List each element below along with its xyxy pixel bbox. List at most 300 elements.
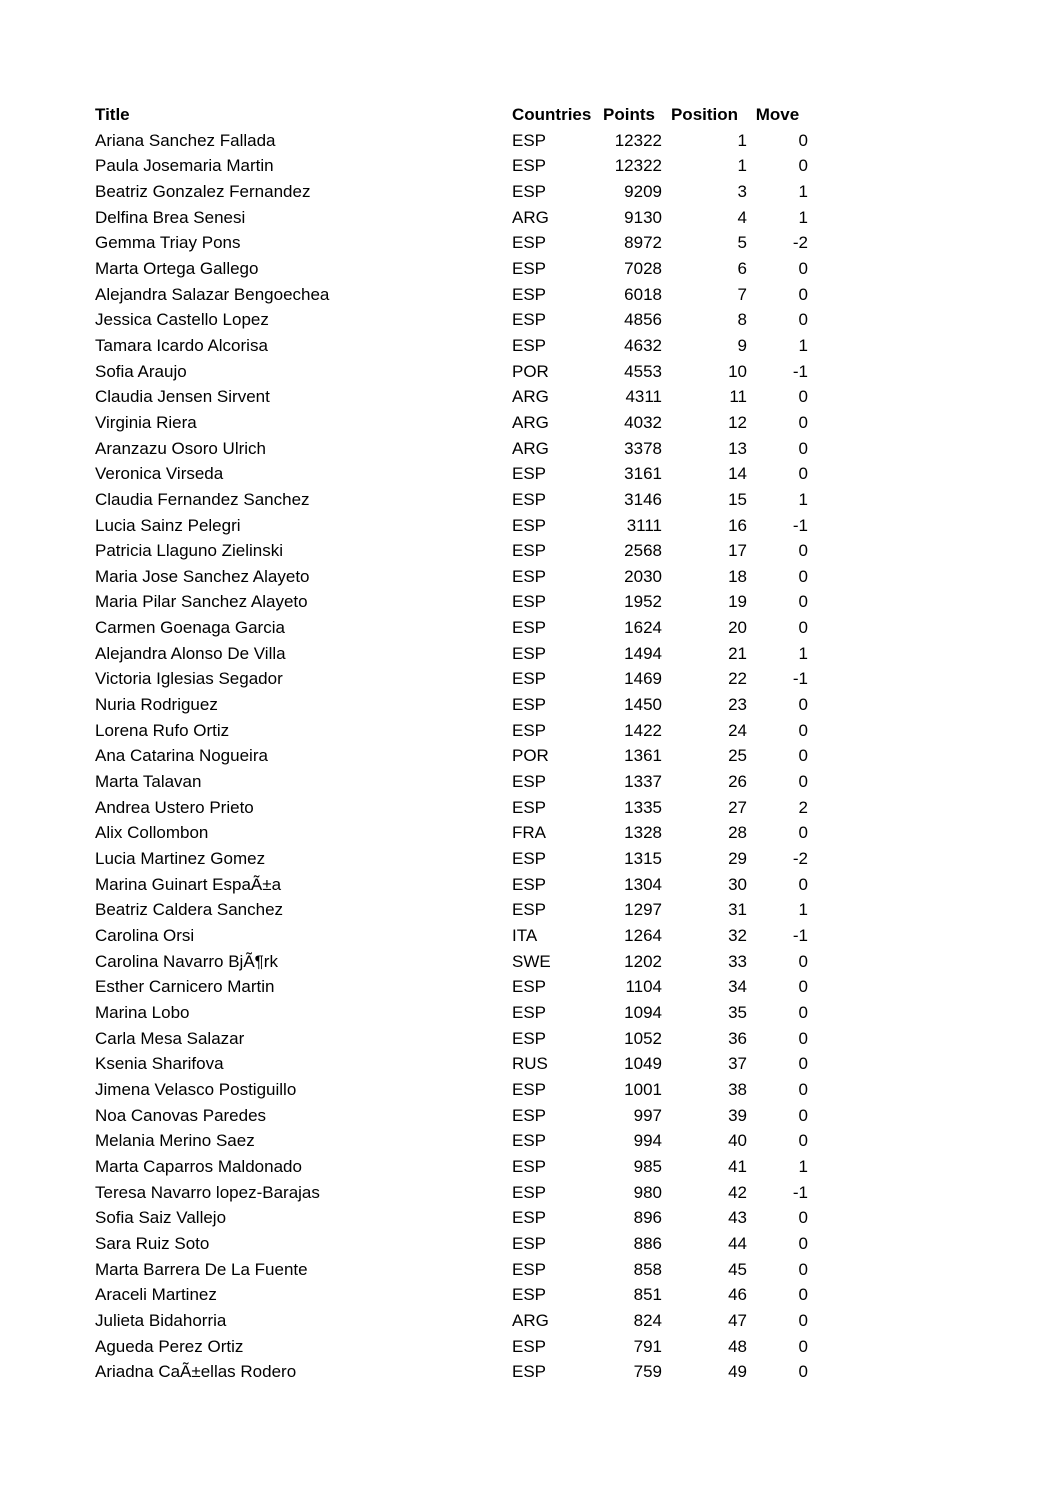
cell-countries: ESP bbox=[512, 258, 547, 278]
cell-move: 1 bbox=[798, 207, 808, 227]
table-row bbox=[95, 641, 808, 667]
ranking-table-body bbox=[95, 128, 808, 1385]
cell-title: Ariana Sanchez Fallada bbox=[95, 130, 276, 150]
table-row bbox=[95, 1308, 808, 1334]
cell-points: 1304 bbox=[624, 874, 662, 894]
cell-points: 886 bbox=[633, 1233, 662, 1253]
table-row bbox=[95, 1180, 808, 1206]
cell-move: 2 bbox=[798, 797, 808, 817]
table-row bbox=[95, 1026, 808, 1052]
cell-position: 11 bbox=[729, 387, 747, 407]
table-row bbox=[95, 1334, 808, 1360]
cell-move: 0 bbox=[798, 284, 808, 304]
table-row bbox=[95, 461, 808, 487]
cell-move: 0 bbox=[798, 1310, 808, 1330]
cell-move: 0 bbox=[798, 874, 808, 894]
cell-move: 0 bbox=[798, 951, 808, 971]
cell-position: 23 bbox=[728, 695, 747, 715]
cell-points: 858 bbox=[633, 1259, 662, 1279]
cell-countries: ESP bbox=[512, 695, 547, 715]
cell-move: 1 bbox=[798, 900, 808, 920]
cell-title: Maria Pilar Sanchez Alayeto bbox=[95, 592, 308, 612]
table-row bbox=[95, 846, 808, 872]
cell-countries: POR bbox=[512, 746, 549, 766]
cell-countries: ESP bbox=[512, 489, 547, 509]
cell-title: Marta Ortega Gallego bbox=[95, 258, 259, 278]
cell-position: 27 bbox=[728, 797, 747, 817]
cell-countries: ESP bbox=[512, 233, 547, 253]
column-header-countries: Countries bbox=[512, 105, 592, 124]
cell-position: 26 bbox=[728, 772, 747, 792]
cell-points: 4553 bbox=[624, 361, 662, 381]
cell-points: 1469 bbox=[624, 669, 662, 689]
cell-position: 39 bbox=[728, 1105, 747, 1125]
cell-move: 0 bbox=[798, 1285, 808, 1305]
cell-move: 0 bbox=[798, 130, 808, 150]
cell-points: 12322 bbox=[614, 156, 662, 176]
table-row bbox=[95, 718, 808, 744]
cell-countries: ESP bbox=[512, 1079, 547, 1099]
cell-position: 14 bbox=[728, 464, 747, 484]
table-row bbox=[95, 897, 808, 923]
table-row bbox=[95, 949, 808, 975]
cell-countries: ARG bbox=[512, 1310, 549, 1330]
cell-points: 1328 bbox=[624, 823, 662, 843]
cell-move: 0 bbox=[798, 438, 808, 458]
cell-title: Ksenia Sharifova bbox=[95, 1054, 224, 1074]
table-row bbox=[95, 153, 808, 179]
cell-move: 0 bbox=[798, 1105, 808, 1125]
column-header-title: Title bbox=[95, 105, 130, 124]
cell-move: 0 bbox=[798, 387, 808, 407]
cell-position: 6 bbox=[737, 258, 747, 278]
cell-points: 896 bbox=[633, 1208, 662, 1228]
cell-countries: ESP bbox=[512, 720, 547, 740]
cell-countries: ESP bbox=[512, 310, 547, 330]
cell-title: Jimena Velasco Postiguillo bbox=[95, 1079, 297, 1099]
cell-points: 997 bbox=[633, 1105, 662, 1125]
cell-countries: ITA bbox=[512, 926, 538, 945]
table-row bbox=[95, 282, 808, 308]
cell-position: 32 bbox=[728, 926, 747, 945]
cell-points: 759 bbox=[633, 1362, 662, 1382]
cell-points: 791 bbox=[633, 1336, 662, 1356]
cell-countries: ESP bbox=[512, 464, 547, 484]
cell-position: 3 bbox=[737, 181, 747, 201]
cell-position: 7 bbox=[737, 284, 747, 304]
cell-countries: ESP bbox=[512, 541, 547, 561]
column-header-position: Position bbox=[670, 105, 739, 124]
cell-countries: ARG bbox=[512, 438, 549, 458]
cell-position: 4 bbox=[737, 207, 747, 227]
cell-move: 0 bbox=[798, 823, 808, 843]
cell-points: 1422 bbox=[624, 720, 662, 740]
table-row bbox=[95, 1154, 808, 1180]
cell-move: 1 bbox=[798, 1156, 808, 1176]
cell-position: 21 bbox=[728, 643, 747, 663]
cell-move: -1 bbox=[792, 361, 808, 381]
table-row bbox=[95, 1359, 808, 1385]
cell-move: 0 bbox=[798, 1131, 808, 1151]
cell-move: 0 bbox=[798, 1079, 808, 1099]
cell-title: Andrea Ustero Prieto bbox=[95, 797, 254, 817]
cell-countries: ESP bbox=[512, 1285, 547, 1305]
cell-countries: ESP bbox=[512, 1259, 547, 1279]
cell-countries: ESP bbox=[512, 643, 547, 663]
cell-points: 1315 bbox=[624, 849, 662, 869]
table-row bbox=[95, 205, 808, 231]
cell-title: Ana Catarina Nogueira bbox=[95, 746, 268, 766]
cell-position: 42 bbox=[728, 1182, 747, 1202]
cell-title: Nuria Rodriguez bbox=[95, 695, 218, 715]
cell-position: 1 bbox=[737, 156, 747, 176]
cell-title: Carolina Navarro BjÃ¶rk bbox=[95, 951, 278, 971]
document-page bbox=[95, 102, 808, 1385]
cell-countries: ESP bbox=[512, 977, 547, 997]
cell-move: 0 bbox=[798, 695, 808, 715]
table-row bbox=[95, 436, 808, 462]
cell-move: 0 bbox=[798, 1002, 808, 1022]
cell-position: 28 bbox=[728, 823, 747, 843]
cell-title: Patricia Llaguno Zielinski bbox=[95, 541, 284, 561]
cell-countries: ESP bbox=[512, 618, 547, 638]
cell-position: 46 bbox=[728, 1285, 747, 1305]
cell-title: Sofia Araujo bbox=[95, 361, 187, 381]
cell-position: 37 bbox=[728, 1054, 747, 1074]
cell-countries: ESP bbox=[512, 797, 547, 817]
cell-move: -1 bbox=[792, 669, 808, 689]
cell-position: 48 bbox=[728, 1336, 747, 1356]
cell-title: Alejandra Alonso De Villa bbox=[95, 643, 286, 663]
cell-position: 36 bbox=[728, 1028, 747, 1048]
cell-countries: ARG bbox=[512, 412, 549, 432]
cell-move: 1 bbox=[798, 181, 808, 201]
cell-move: -2 bbox=[792, 233, 808, 253]
cell-title: Claudia Fernandez Sanchez bbox=[95, 489, 310, 509]
cell-position: 16 bbox=[728, 515, 747, 535]
cell-move: 0 bbox=[798, 720, 808, 740]
cell-countries: ESP bbox=[512, 772, 547, 792]
cell-move: -1 bbox=[792, 1182, 808, 1202]
table-row bbox=[95, 1103, 808, 1129]
cell-countries: ESP bbox=[512, 130, 547, 150]
column-header-points: Points bbox=[603, 105, 655, 124]
table-row bbox=[95, 256, 808, 282]
cell-position: 31 bbox=[728, 900, 747, 920]
cell-title: Noa Canovas Paredes bbox=[95, 1105, 267, 1125]
cell-title: Julieta Bidahorria bbox=[95, 1310, 227, 1330]
cell-title: Sara Ruiz Soto bbox=[95, 1233, 210, 1253]
cell-position: 13 bbox=[728, 438, 747, 458]
cell-position: 9 bbox=[737, 335, 747, 355]
cell-points: 985 bbox=[633, 1156, 662, 1176]
cell-title: Lucia Martinez Gomez bbox=[95, 849, 266, 869]
cell-countries: POR bbox=[512, 361, 549, 381]
cell-title: Gemma Triay Pons bbox=[95, 233, 241, 253]
cell-title: Jessica Castello Lopez bbox=[95, 310, 269, 330]
cell-position: 29 bbox=[728, 849, 747, 869]
cell-position: 40 bbox=[728, 1131, 747, 1151]
table-row bbox=[95, 1231, 808, 1257]
cell-title: Sofia Saiz Vallejo bbox=[95, 1208, 227, 1228]
cell-points: 1052 bbox=[624, 1028, 662, 1048]
cell-points: 3146 bbox=[624, 489, 662, 509]
cell-title: Marta Caparros Maldonado bbox=[95, 1156, 302, 1176]
cell-points: 1361 bbox=[624, 746, 662, 766]
table-row bbox=[95, 795, 808, 821]
cell-title: Paula Josemaria Martin bbox=[95, 156, 274, 176]
cell-points: 4311 bbox=[625, 387, 662, 407]
cell-position: 43 bbox=[728, 1208, 747, 1228]
table-row bbox=[95, 307, 808, 333]
cell-position: 15 bbox=[728, 489, 747, 509]
cell-position: 10 bbox=[728, 361, 747, 381]
cell-points: 1335 bbox=[624, 797, 662, 817]
cell-countries: ESP bbox=[512, 1336, 547, 1356]
cell-position: 5 bbox=[737, 233, 747, 253]
cell-title: Delfina Brea Senesi bbox=[95, 207, 246, 227]
cell-position: 8 bbox=[737, 310, 747, 330]
cell-move: 0 bbox=[798, 464, 808, 484]
cell-title: Alejandra Salazar Bengoechea bbox=[95, 284, 330, 304]
table-row bbox=[95, 179, 808, 205]
cell-points: 980 bbox=[633, 1182, 662, 1202]
cell-points: 1337 bbox=[624, 772, 662, 792]
cell-points: 12322 bbox=[614, 130, 662, 150]
header-row bbox=[95, 102, 808, 128]
cell-countries: ARG bbox=[512, 387, 549, 407]
cell-title: Agueda Perez Ortiz bbox=[95, 1336, 244, 1356]
cell-countries: ESP bbox=[512, 1233, 547, 1253]
cell-position: 20 bbox=[728, 618, 747, 638]
cell-title: Melania Merino Saez bbox=[95, 1131, 255, 1151]
cell-title: Alix Collombon bbox=[95, 823, 209, 843]
table-row bbox=[95, 513, 808, 539]
cell-countries: ESP bbox=[512, 566, 547, 586]
cell-move: 0 bbox=[798, 412, 808, 432]
cell-move: 0 bbox=[798, 1054, 808, 1074]
cell-countries: ESP bbox=[512, 1028, 547, 1048]
cell-title: Marta Barrera De La Fuente bbox=[95, 1259, 308, 1279]
cell-countries: ESP bbox=[512, 156, 547, 176]
table-row bbox=[95, 1128, 808, 1154]
cell-move: 0 bbox=[798, 1028, 808, 1048]
table-row bbox=[95, 333, 808, 359]
cell-move: 0 bbox=[798, 592, 808, 612]
cell-position: 45 bbox=[728, 1259, 747, 1279]
cell-countries: RUS bbox=[512, 1054, 548, 1074]
cell-title: Victoria Iglesias Segador bbox=[95, 669, 283, 689]
cell-move: 0 bbox=[798, 156, 808, 176]
cell-points: 1450 bbox=[624, 695, 662, 715]
cell-countries: ESP bbox=[512, 849, 547, 869]
cell-position: 34 bbox=[728, 977, 747, 997]
cell-title: Marta Talavan bbox=[95, 772, 202, 792]
table-row bbox=[95, 666, 808, 692]
column-header-move: Move bbox=[755, 105, 800, 124]
cell-countries: ESP bbox=[512, 1105, 547, 1125]
cell-position: 17 bbox=[728, 541, 747, 561]
cell-points: 3111 bbox=[626, 515, 662, 535]
cell-move: -1 bbox=[792, 515, 808, 535]
cell-points: 1049 bbox=[624, 1054, 662, 1074]
cell-countries: ESP bbox=[512, 1362, 547, 1382]
cell-points: 1952 bbox=[624, 592, 662, 612]
cell-move: -2 bbox=[792, 849, 808, 869]
cell-countries: ESP bbox=[512, 669, 547, 689]
cell-title: Carolina Orsi bbox=[95, 926, 195, 945]
cell-position: 22 bbox=[728, 669, 747, 689]
cell-move: 0 bbox=[798, 541, 808, 561]
cell-countries: ESP bbox=[512, 1156, 547, 1176]
cell-countries: ESP bbox=[512, 1208, 547, 1228]
cell-move: 0 bbox=[798, 258, 808, 278]
cell-title: Araceli Martinez bbox=[95, 1285, 217, 1305]
cell-position: 12 bbox=[728, 412, 747, 432]
cell-title: Claudia Jensen Sirvent bbox=[95, 387, 270, 407]
cell-title: Lorena Rufo Ortiz bbox=[95, 720, 230, 740]
cell-move: 1 bbox=[798, 643, 808, 663]
cell-move: 0 bbox=[798, 1362, 808, 1382]
cell-countries: ESP bbox=[512, 1182, 547, 1202]
table-row bbox=[95, 1257, 808, 1283]
table-row bbox=[95, 820, 808, 846]
cell-title: Aranzazu Osoro Ulrich bbox=[95, 438, 267, 458]
cell-points: 4856 bbox=[624, 310, 662, 330]
cell-title: Carla Mesa Salazar bbox=[95, 1028, 245, 1048]
cell-countries: ESP bbox=[512, 515, 547, 535]
cell-move: 0 bbox=[798, 310, 808, 330]
ranking-table bbox=[95, 102, 808, 1385]
cell-move: 0 bbox=[798, 772, 808, 792]
cell-title: Carmen Goenaga Garcia bbox=[95, 618, 285, 638]
cell-countries: ESP bbox=[512, 335, 547, 355]
cell-points: 3161 bbox=[624, 464, 662, 484]
table-row bbox=[95, 1000, 808, 1026]
table-row bbox=[95, 923, 808, 949]
table-row bbox=[95, 564, 808, 590]
cell-move: 1 bbox=[798, 489, 808, 509]
table-row bbox=[95, 410, 808, 436]
cell-points: 851 bbox=[633, 1285, 662, 1305]
table-row bbox=[95, 1077, 808, 1103]
cell-points: 9209 bbox=[624, 181, 662, 201]
cell-points: 8972 bbox=[624, 233, 662, 253]
cell-move: 0 bbox=[798, 1336, 808, 1356]
cell-title: Tamara Icardo Alcorisa bbox=[95, 335, 268, 355]
cell-points: 7028 bbox=[624, 258, 662, 278]
table-row bbox=[95, 384, 808, 410]
table-row bbox=[95, 1282, 808, 1308]
cell-points: 994 bbox=[633, 1131, 662, 1151]
cell-title: Marina Guinart EspaÃ±a bbox=[95, 874, 282, 894]
table-row bbox=[95, 1205, 808, 1231]
cell-points: 1104 bbox=[625, 977, 662, 997]
cell-title: Maria Jose Sanchez Alayeto bbox=[95, 566, 310, 586]
cell-countries: ESP bbox=[512, 900, 547, 920]
cell-title: Ariadna CaÃ±ellas Rodero bbox=[95, 1362, 297, 1382]
cell-position: 24 bbox=[728, 720, 747, 740]
table-row bbox=[95, 1051, 808, 1077]
cell-position: 35 bbox=[728, 1002, 747, 1022]
cell-title: Teresa Navarro lopez-Barajas bbox=[95, 1182, 320, 1202]
cell-move: 0 bbox=[798, 746, 808, 766]
cell-title: Esther Carnicero Martin bbox=[95, 977, 275, 997]
cell-countries: FRA bbox=[512, 823, 546, 843]
table-row bbox=[95, 743, 808, 769]
table-row bbox=[95, 128, 808, 154]
table-row bbox=[95, 359, 808, 385]
cell-points: 1494 bbox=[624, 643, 662, 663]
cell-position: 1 bbox=[737, 130, 747, 150]
table-row bbox=[95, 230, 808, 256]
cell-move: 0 bbox=[798, 618, 808, 638]
table-row bbox=[95, 487, 808, 513]
table-row bbox=[95, 974, 808, 1000]
cell-points: 9130 bbox=[624, 207, 662, 227]
cell-position: 33 bbox=[728, 951, 747, 971]
cell-title: Beatriz Caldera Sanchez bbox=[95, 900, 284, 920]
cell-points: 4632 bbox=[624, 335, 662, 355]
cell-points: 4032 bbox=[624, 412, 662, 432]
table-row bbox=[95, 589, 808, 615]
cell-countries: SWE bbox=[512, 951, 551, 971]
cell-countries: ESP bbox=[512, 1002, 547, 1022]
cell-countries: ESP bbox=[512, 284, 547, 304]
cell-move: -1 bbox=[792, 926, 808, 945]
cell-countries: ESP bbox=[512, 181, 547, 201]
cell-countries: ESP bbox=[512, 592, 547, 612]
cell-countries: ESP bbox=[512, 874, 547, 894]
cell-position: 49 bbox=[728, 1362, 747, 1382]
cell-move: 0 bbox=[798, 566, 808, 586]
cell-position: 44 bbox=[728, 1233, 747, 1253]
cell-points: 3378 bbox=[624, 438, 662, 458]
table-row bbox=[95, 769, 808, 795]
cell-position: 19 bbox=[728, 592, 747, 612]
cell-points: 1264 bbox=[624, 926, 662, 945]
cell-move: 0 bbox=[798, 1259, 808, 1279]
cell-countries: ARG bbox=[512, 207, 549, 227]
cell-move: 0 bbox=[798, 1208, 808, 1228]
table-row bbox=[95, 692, 808, 718]
cell-move: 1 bbox=[798, 335, 808, 355]
cell-points: 1094 bbox=[624, 1002, 662, 1022]
cell-points: 824 bbox=[633, 1310, 662, 1330]
cell-title: Veronica Virseda bbox=[95, 464, 224, 484]
cell-points: 2030 bbox=[624, 566, 662, 586]
table-row bbox=[95, 538, 808, 564]
cell-title: Beatriz Gonzalez Fernandez bbox=[95, 181, 311, 201]
cell-title: Marina Lobo bbox=[95, 1002, 190, 1022]
cell-points: 1297 bbox=[624, 900, 662, 920]
cell-move: 0 bbox=[798, 977, 808, 997]
table-row bbox=[95, 615, 808, 641]
cell-position: 30 bbox=[728, 874, 747, 894]
cell-points: 1624 bbox=[624, 618, 662, 638]
cell-points: 1001 bbox=[624, 1079, 662, 1099]
cell-points: 6018 bbox=[624, 284, 662, 304]
cell-title: Virginia Riera bbox=[95, 412, 197, 432]
cell-points: 1202 bbox=[624, 951, 662, 971]
cell-position: 38 bbox=[728, 1079, 747, 1099]
cell-position: 18 bbox=[728, 566, 747, 586]
cell-position: 41 bbox=[728, 1156, 747, 1176]
cell-title: Lucia Sainz Pelegri bbox=[95, 515, 241, 535]
table-row bbox=[95, 872, 808, 898]
cell-position: 25 bbox=[728, 746, 747, 766]
cell-position: 47 bbox=[728, 1310, 747, 1330]
